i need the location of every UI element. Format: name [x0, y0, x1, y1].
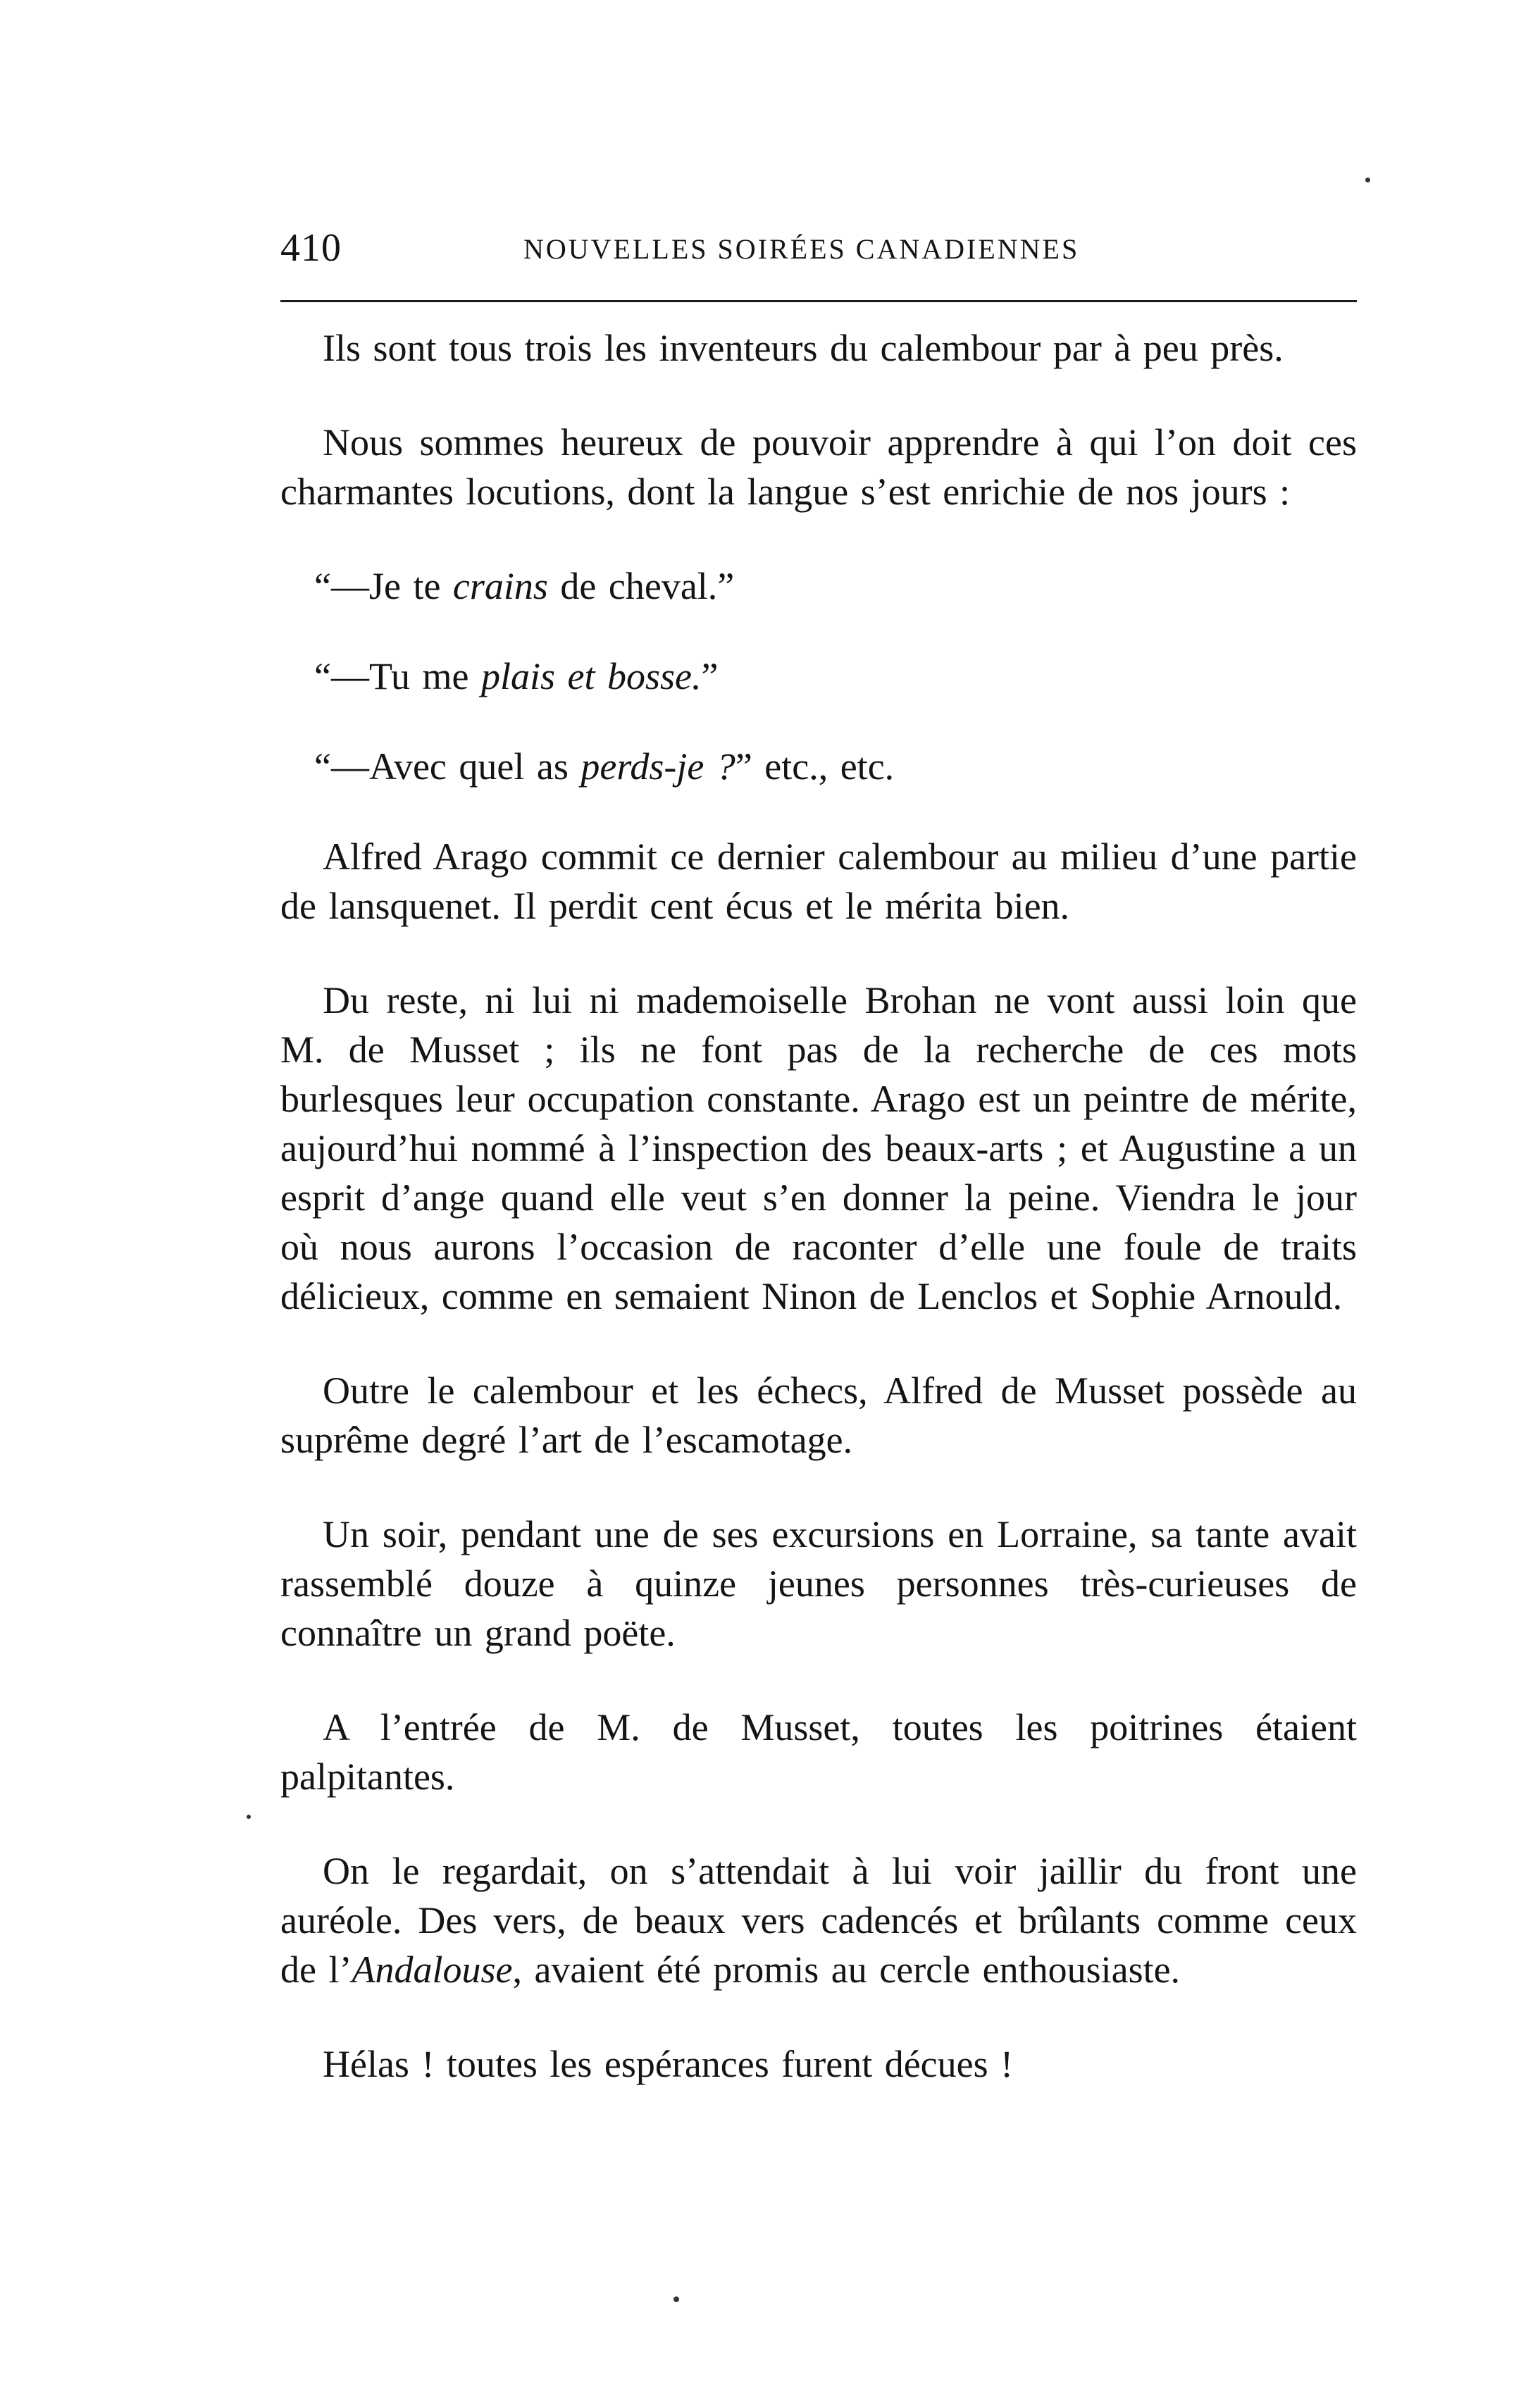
paragraph: Alfred Arago commit ce dernier calembour au milieu d’une partie de lansquenet. Il perdit cent écus et le mérita bien. [280, 835, 1357, 927]
page-header [280, 211, 1357, 275]
dialogue-line [280, 561, 1357, 611]
closing-paragraph: Hélas ! toutes les espérances furent décues ! [323, 2043, 1014, 2085]
dialogue-italic: crains [452, 565, 548, 607]
paragraph: Du reste, ni lui ni mademoiselle Brohan ne vont aussi loin que M. de Musset ; ils ne font pas de la recherche de ces mots burlesques leur occupation constante. Arago est un peintre de mérite, aujourd’hui nommé à l’inspection des beaux-arts ; et Augustine a un esprit d’ange quand elle veut s’en donner la peine. Viendra le jour où nous aurons l’occasion de raconter d’elle une foule de traits délicieux, comme en semaient Ninon de Lenclos et Sophie Arnould. [280, 979, 1357, 1317]
dialogue-text: “—Avec quel as [314, 745, 581, 788]
paragraph: A l’entrée de M. de Musset, toutes les poitrines étaient palpitantes. [280, 1706, 1357, 1798]
dialogue-text: “—Je te [314, 565, 453, 607]
paragraph: Ils sont tous trois les inventeurs du calembour par à peu près. [323, 327, 1284, 369]
header-rule [280, 300, 1357, 302]
paragraph: Outre le calembour et les échecs, Alfred de Musset possède au suprême degré l’art de l’escamotage. [280, 1369, 1357, 1461]
dialogue-line [280, 652, 1357, 701]
dialogue-line [280, 742, 1357, 791]
paragraph-text: , avaient été promis au cercle enthousiaste. [512, 1949, 1181, 1991]
scan-speck [673, 2297, 679, 2302]
scan-speck [247, 1815, 251, 1819]
paragraph: Un soir, pendant une de ses excursions en Lorraine, sa tante avait rassemblé douze à quinze jeunes personnes très-curieuses de connaître un grand poëte. [280, 1513, 1357, 1654]
dialogue-italic: perds-je ? [580, 745, 735, 788]
body-text [280, 323, 1357, 2089]
dialogue-text: de cheval.” [547, 565, 735, 607]
paragraph: Nous sommes heureux de pouvoir apprendre à qui l’on doit ces charmantes locutions, dont la langue s’est enrichie de nos jours : [280, 421, 1357, 513]
dialogue-text: “—Tu me [314, 655, 482, 697]
dialogue-italic: plais et bosse. [481, 655, 702, 697]
italic-title: Andalouse [352, 1949, 513, 1991]
paragraph [280, 1846, 1357, 1994]
book-page [280, 211, 1357, 2089]
running-title: NOUVELLES SOIRÉES CANADIENNES [523, 233, 1080, 265]
page-number: 410 [280, 226, 342, 270]
paragraph-text: On le regardait, on s’attendait à lui voir jaillir du front une auréole. Des vers, de beaux vers cadencés et brûlants comme ceux de l’ [280, 1850, 1357, 1991]
dialogue-text: ” [701, 655, 719, 697]
scan-speck [1365, 178, 1370, 182]
dialogue-text: ” etc., etc. [735, 745, 895, 788]
